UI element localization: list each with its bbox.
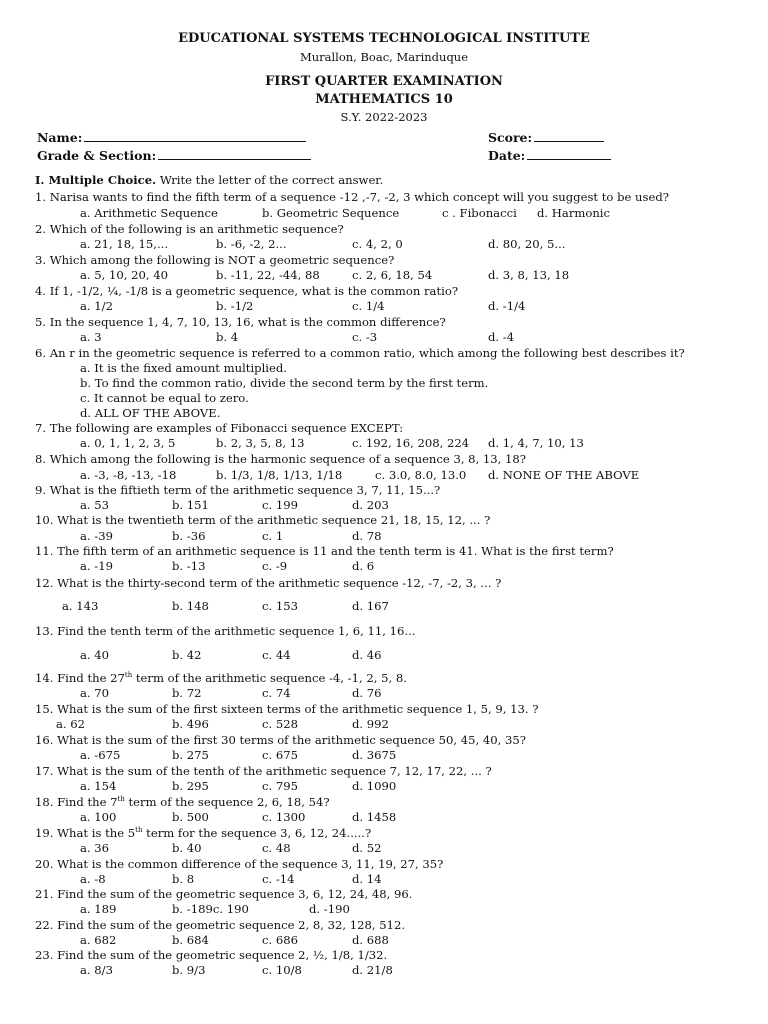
- question-11: 11. The fifth term of an arithmetic sequence is 11 and the tenth term is 41. What is the first term?: [35, 544, 614, 558]
- question-7: 7. The following are examples of Fibonacci sequence EXCEPT:: [35, 421, 404, 435]
- q7-option-b[interactable]: b. 2, 3, 5, 8, 13: [216, 436, 305, 450]
- q19-option-d[interactable]: d. 52: [352, 841, 382, 855]
- q14-text-start: 14. Find the 27: [35, 671, 125, 685]
- score-blank[interactable]: [534, 130, 604, 142]
- q8-option-d[interactable]: d. NONE OF THE ABOVE: [488, 468, 640, 482]
- question-21: 21. Find the sum of the geometric sequence 3, 6, 12, 24, 48, 96.: [35, 887, 413, 901]
- q13-option-b[interactable]: b. 42: [172, 648, 202, 662]
- q16-option-c[interactable]: c. 675: [262, 748, 298, 762]
- q8-option-a[interactable]: a. -3, -8, -13, -18: [80, 468, 177, 482]
- q20-option-a[interactable]: a. -8: [80, 872, 106, 886]
- question-18: [35, 795, 330, 809]
- exam-subject: MATHEMATICS 10: [315, 92, 453, 107]
- q19-option-c[interactable]: c. 48: [262, 841, 291, 855]
- q19-text-end: term for the sequence 3, 6, 12, 24.....?: [142, 826, 372, 840]
- q1-option-d[interactable]: d. Harmonic: [537, 206, 610, 220]
- q4-option-c[interactable]: c. 1/4: [352, 299, 385, 313]
- q8-option-c[interactable]: c. 3.0, 8.0, 13.0: [375, 468, 467, 482]
- q19-ordinal-suffix: th: [135, 826, 143, 835]
- q17-option-c[interactable]: c. 795: [262, 779, 298, 793]
- q16-option-a[interactable]: a. -675: [80, 748, 121, 762]
- section-title: I. Multiple Choice.: [35, 173, 157, 187]
- q6-option-d[interactable]: d. ALL OF THE ABOVE.: [80, 406, 221, 420]
- q14-option-c[interactable]: c. 74: [262, 686, 291, 700]
- q11-option-b[interactable]: b. -13: [172, 559, 206, 573]
- q12-option-a[interactable]: a. 143: [62, 599, 99, 613]
- q10-option-a[interactable]: a. -39: [80, 529, 113, 543]
- question-10: 10. What is the twentieth term of the arithmetic sequence 21, 18, 15, 12, ... ?: [35, 513, 491, 527]
- q1-option-c[interactable]: c . Fibonacci: [442, 206, 517, 220]
- q15-option-c[interactable]: c. 528: [262, 717, 298, 731]
- question-14: [35, 671, 407, 685]
- name-label: Name:: [37, 130, 83, 145]
- q3-option-c[interactable]: c. 2, 6, 18, 54: [352, 268, 433, 282]
- q22-option-c[interactable]: c. 686: [262, 933, 298, 947]
- grade-section-field[interactable]: [37, 148, 311, 163]
- q23-option-c[interactable]: c. 10/8: [262, 963, 302, 977]
- q9-option-a[interactable]: a. 53: [80, 498, 110, 512]
- q17-option-a[interactable]: a. 154: [80, 779, 117, 793]
- q20-option-b[interactable]: b. 8: [172, 872, 195, 886]
- q22-option-d[interactable]: d. 688: [352, 933, 389, 947]
- q18-option-b[interactable]: b. 500: [172, 810, 209, 824]
- grade-section-blank[interactable]: [158, 148, 311, 160]
- q18-option-a[interactable]: a. 100: [80, 810, 117, 824]
- q7-option-a[interactable]: a. 0, 1, 1, 2, 3, 5: [80, 436, 176, 450]
- question-12: 12. What is the thirty-second term of the arithmetic sequence -12, -7, -2, 3, ... ?: [35, 576, 502, 590]
- q4-option-a[interactable]: a. 1/2: [80, 299, 113, 313]
- question-16: 16. What is the sum of the first 30 terms of the arithmetic sequence 50, 45, 40, 35?: [35, 733, 526, 747]
- q8-option-b[interactable]: b. 1/3, 1/8, 1/13, 1/18: [216, 468, 343, 482]
- institute-address: Murallon, Boac, Marinduque: [299, 50, 469, 64]
- q9-option-d[interactable]: d. 203: [352, 498, 389, 512]
- q14-option-a[interactable]: a. 70: [80, 686, 110, 700]
- q20-option-c[interactable]: c. -14: [262, 872, 295, 886]
- q16-option-b[interactable]: b. 275: [172, 748, 209, 762]
- q18-ordinal-suffix: th: [117, 795, 125, 804]
- q15-option-b[interactable]: b. 496: [172, 717, 209, 731]
- institute-name: EDUCATIONAL SYSTEMS TECHNOLOGICAL INSTITUTE: [178, 31, 590, 46]
- name-blank[interactable]: [84, 130, 306, 142]
- q18-text-start: 18. Find the 7: [35, 795, 118, 809]
- q14-ordinal-suffix: th: [124, 671, 133, 680]
- q12-option-d[interactable]: d. 167: [352, 599, 389, 613]
- q23-option-a[interactable]: a. 8/3: [80, 963, 113, 977]
- q1-option-b[interactable]: b. Geometric Sequence: [262, 206, 400, 220]
- q11-option-d[interactable]: d. 6: [352, 559, 375, 573]
- q9-option-c[interactable]: c. 199: [262, 498, 298, 512]
- name-field[interactable]: [37, 130, 306, 145]
- q22-option-a[interactable]: a. 682: [80, 933, 117, 947]
- q5-option-b[interactable]: b. 4: [216, 330, 239, 344]
- q1-option-a[interactable]: a. Arithmetic Sequence: [80, 206, 218, 220]
- q21-option-a[interactable]: a. 189: [80, 902, 117, 916]
- q6-option-a[interactable]: a. It is the fixed amount multiplied.: [80, 361, 287, 375]
- q5-option-c[interactable]: c. -3: [352, 330, 378, 344]
- date-label: Date:: [488, 148, 526, 163]
- question-15: 15. What is the sum of the first sixteen terms of the arithmetic sequence 1, 5, 9, 13. ?: [35, 702, 539, 716]
- q14-text-end: term of the arithmetic sequence -4, -1, 2, 5, 8.: [132, 671, 407, 685]
- date-blank[interactable]: [527, 148, 611, 160]
- date-field[interactable]: [488, 148, 611, 163]
- question-23: 23. Find the sum of the geometric sequence 2, ½, 1/8, 1/32.: [35, 948, 388, 962]
- question-22: 22. Find the sum of the geometric sequence 2, 8, 32, 128, 512.: [35, 918, 406, 932]
- score-label: Score:: [488, 130, 533, 145]
- q14-option-b[interactable]: b. 72: [172, 686, 202, 700]
- q13-option-c[interactable]: c. 44: [262, 648, 291, 662]
- q7-option-c[interactable]: c. 192, 16, 208, 224: [352, 436, 470, 450]
- school-year: S.Y. 2022-2023: [340, 110, 428, 124]
- q10-option-b[interactable]: b. -36: [172, 529, 206, 543]
- question-20: 20. What is the common difference of the sequence 3, 11, 19, 27, 35?: [35, 857, 444, 871]
- q15-option-a[interactable]: a. 62: [56, 717, 86, 731]
- q2-option-a[interactable]: a. 21, 18, 15,...: [80, 237, 169, 251]
- q16-option-d[interactable]: d. 3675: [352, 748, 397, 762]
- q5-option-d[interactable]: d. -4: [488, 330, 515, 344]
- q6-option-b[interactable]: b. To find the common ratio, divide the second term by the first term.: [80, 376, 489, 390]
- q23-option-b[interactable]: b. 9/3: [172, 963, 206, 977]
- q12-option-c[interactable]: c. 153: [262, 599, 298, 613]
- q19-text-start: 19. What is the 5: [35, 826, 136, 840]
- q10-option-d[interactable]: d. 78: [352, 529, 382, 543]
- q21-option-d[interactable]: d. -190: [309, 902, 350, 916]
- question-17: 17. What is the sum of the tenth of the arithmetic sequence 7, 12, 17, 22, ... ?: [35, 764, 492, 778]
- q19-option-b[interactable]: b. 40: [172, 841, 202, 855]
- grade-section-label: Grade & Section:: [37, 148, 157, 163]
- q21-option-b[interactable]: b. -189c. 190: [172, 902, 249, 916]
- q4-option-d[interactable]: d. -1/4: [488, 299, 526, 313]
- q2-option-b[interactable]: b. -6, -2, 2...: [216, 237, 287, 251]
- q2-option-c[interactable]: c. 4, 2, 0: [352, 237, 403, 251]
- question-6: 6. An r in the geometric sequence is referred to a common ratio, which among the following best describes it?: [35, 346, 685, 360]
- question-8: 8. Which among the following is the harmonic sequence of a sequence 3, 8, 13, 18?: [35, 452, 527, 466]
- question-4: 4. If 1, -1/2, ¼, -1/8 is a geometric sequence, what is the common ratio?: [35, 284, 459, 298]
- question-1: 1. Narisa wants to find the fifth term of a sequence -12 ,-7, -2, 3 which concept will you suggest to be used?: [35, 190, 669, 204]
- section-heading: [35, 173, 383, 187]
- q20-option-d[interactable]: d. 14: [352, 872, 382, 886]
- q11-option-c[interactable]: c. -9: [262, 559, 288, 573]
- q17-option-b[interactable]: b. 295: [172, 779, 209, 793]
- question-5: 5. In the sequence 1, 4, 7, 10, 13, 16, what is the common difference?: [35, 315, 446, 329]
- section-instruction: Write the letter of the correct answer.: [159, 173, 384, 187]
- q12-option-b[interactable]: b. 148: [172, 599, 209, 613]
- q7-option-d[interactable]: d. 1, 4, 7, 10, 13: [488, 436, 584, 450]
- q6-option-c[interactable]: c. It cannot be equal to zero.: [80, 391, 249, 405]
- question-9: 9. What is the fiftieth term of the arithmetic sequence 3, 7, 11, 15...?: [35, 483, 441, 497]
- q10-option-c[interactable]: c. 1: [262, 529, 284, 543]
- score-field[interactable]: [488, 130, 604, 145]
- q3-option-d[interactable]: d. 3, 8, 13, 18: [488, 268, 570, 282]
- q19-option-a[interactable]: a. 36: [80, 841, 110, 855]
- q17-option-d[interactable]: d. 1090: [352, 779, 397, 793]
- question-2: 2. Which of the following is an arithmetic sequence?: [35, 222, 344, 236]
- q3-option-a[interactable]: a. 5, 10, 20, 40: [80, 268, 169, 282]
- q13-option-a[interactable]: a. 40: [80, 648, 110, 662]
- q23-option-d[interactable]: d. 21/8: [352, 963, 393, 977]
- q9-option-b[interactable]: b. 151: [172, 498, 209, 512]
- q2-option-d[interactable]: d. 80, 20, 5...: [488, 237, 566, 251]
- q18-option-d[interactable]: d. 1458: [352, 810, 397, 824]
- exam-title: FIRST QUARTER EXAMINATION: [265, 74, 503, 89]
- q11-option-a[interactable]: a. -19: [80, 559, 113, 573]
- question-13: 13. Find the tenth term of the arithmetic sequence 1, 6, 11, 16...: [35, 624, 416, 638]
- q18-text-end: term of the sequence 2, 6, 18, 54?: [124, 795, 330, 809]
- q14-option-d[interactable]: d. 76: [352, 686, 382, 700]
- q18-option-c[interactable]: c. 1300: [262, 810, 306, 824]
- q4-option-b[interactable]: b. -1/2: [216, 299, 254, 313]
- q5-option-a[interactable]: a. 3: [80, 330, 102, 344]
- q15-option-d[interactable]: d. 992: [352, 717, 389, 731]
- q3-option-b[interactable]: b. -11, 22, -44, 88: [216, 268, 320, 282]
- q22-option-b[interactable]: b. 684: [172, 933, 209, 947]
- question-3: 3. Which among the following is NOT a geometric sequence?: [35, 253, 395, 267]
- q13-option-d[interactable]: d. 46: [352, 648, 382, 662]
- question-19: [35, 826, 371, 840]
